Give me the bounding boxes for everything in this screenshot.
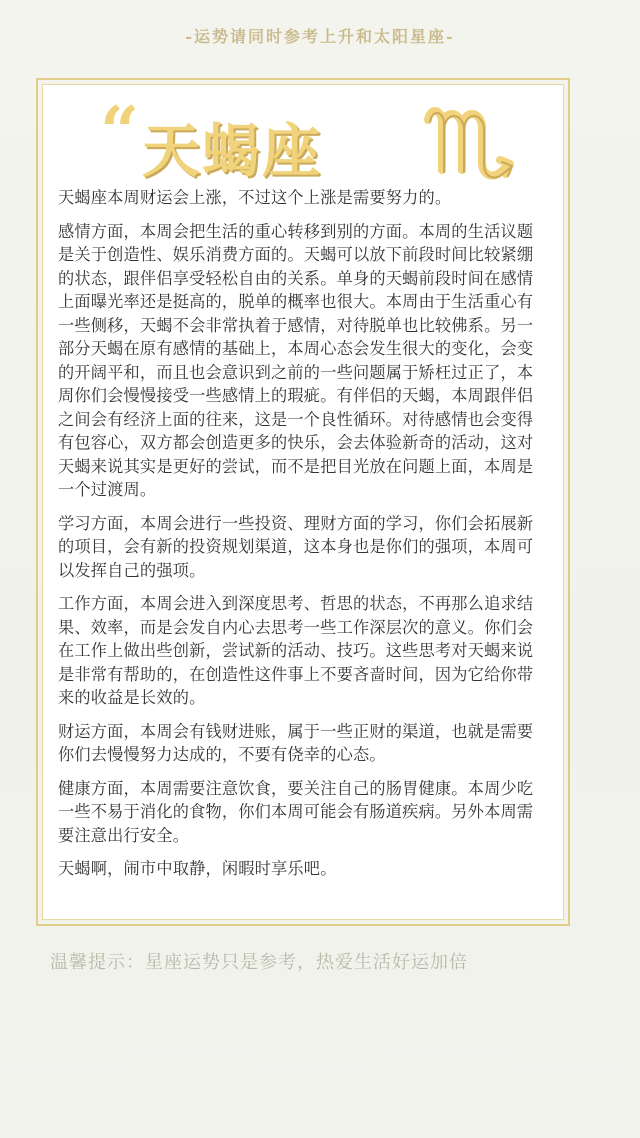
page-title: 天蝎座	[142, 117, 323, 185]
paragraph-work: 工作方面，本周会进入到深度思考、哲思的状态，不再那么追求结果、效率，而是会发自内心去思考一些工作深层次的意义。你们会在工作上做出些创新，尝试新的活动、技巧。这些思考对天蝎来说是非常有帮助的，在创造性这件事上不要吝啬时间，因为它给你带来的收益是长效的。	[58, 594, 534, 707]
paragraph-health: 健康方面，本周需要注意饮食，要关注自己的肠胃健康。本周少吃一些不易于消化的食物，你们本周可能会有肠道疾病。另外本周需要注意出行安全。	[58, 778, 534, 845]
paragraph-love: 感情方面，本周会把生活的重心转移到别的方面。本周的生活议题是关于创造性、娱乐消费方面的。天蝎可以放下前段时间比较紧绷的状态，跟伴侣享受轻松自由的关系。单身的天蝎前段时间在感情上面曝光率还是挺高的，脱单的概率也很大。本周由于生活重心有一些侧移，天蝎不会非常执着于感情，对待脱单也比较佛系。另一部分天蝎在原有感情的基础上，本周心态会发生很大的变化，会变的开阔平和，而且也会意识到之前的一些问题属于矫枉过正了，本周你们会慢慢接受一些感情上的瑕疵。有伴侣的天蝎，本周跟伴侣之间会有经济上面的往来，这是一个良性循环。对待感情也会变得有包容心，双方都会创造更多的快乐，会去体验新奇的活动，这对天蝎来说其实是更好的尝试，而不是把目光放在问题上面，本周是一个过渡周。	[58, 221, 534, 499]
footer-tip: 温馨提示：星座运势只是参考，热爱生活好运加倍	[50, 952, 468, 973]
paragraph-study: 学习方面，本周会进行一些投资、理财方面的学习，你们会拓展新的项目，会有新的投资规划渠道，这本身也是你们的强项，本周可以发挥自己的强项。	[58, 513, 534, 580]
paragraph-closing: 天蝎啊，闹市中取静，闲暇时享乐吧。	[58, 859, 337, 878]
top-note: -运势请同时参考上升和太阳星座-	[185, 27, 455, 46]
scorpio-symbol-icon	[420, 100, 530, 190]
paragraph-wealth: 财运方面，本周会有钱财进账，属于一些正财的渠道，也就是需要你们去慢慢努力达成的，不要有侥幸的心态。	[58, 721, 534, 764]
quote-mark: “	[100, 92, 140, 172]
fortune-content	[58, 186, 538, 891]
paragraph-intro: 天蝎座本周财运会上涨，不过这个上涨是需要努力的。	[58, 188, 452, 207]
